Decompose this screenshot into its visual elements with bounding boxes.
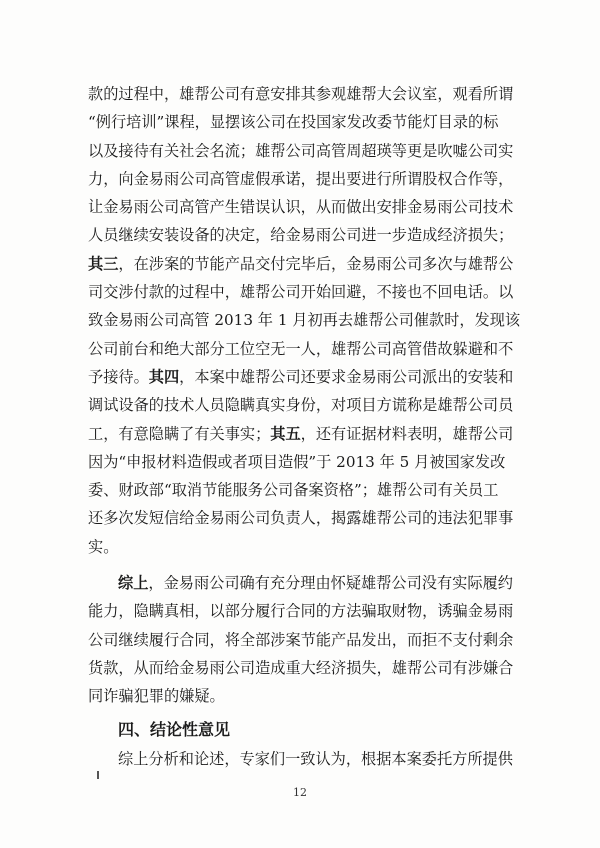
body-text (88, 80, 520, 773)
text-line: 致金易雨公司高管 2013 年 1 月初再去雄帮公司催款时，发现该 (88, 311, 520, 330)
point-label-5: 其五 (270, 424, 301, 443)
text-line: 同诈骗犯罪的嫌疑。 (88, 687, 225, 706)
paragraph-2 (88, 569, 520, 710)
text-line: 综上分析和论述，专家们一致认为，根据本案委托方所提供 (118, 749, 513, 768)
paragraph-1 (88, 80, 520, 561)
text-line: 力，向金易雨公司高管虚假承诺，提出要进行所谓股权合作等， (88, 169, 514, 188)
text-line: 公司继续履行合同，将全部涉案节能产品发出，而拒不支付剩余 (88, 630, 514, 649)
page-number: 12 (293, 786, 307, 799)
paragraph-gap (88, 561, 520, 569)
text-line: 实。 (88, 537, 119, 556)
text-line: 还多次发短信给金易雨公司负责人，揭露雄帮公司的违法犯罪事 (88, 509, 514, 528)
text-line: 公司前台和绝大部分工位空无一人，雄帮公司高管借故躲避和不 (88, 339, 514, 358)
text-run: 工，有意隐瞒了有关事实； (88, 424, 271, 443)
text-line: 司交涉付款的过程中，雄帮公司开始回避，不接也不回电话。以 (88, 283, 514, 302)
text-run: ，还有证据材料表明，雄帮公司 (300, 424, 514, 443)
point-label-4: 其四 (148, 367, 180, 386)
summary-label: 综上 (118, 574, 149, 593)
text-run: ，金易雨公司确有充分理由怀疑雄帮公司没有实际履约 (148, 574, 513, 593)
text-line: “例行培训”课程，显摆该公司在投国家发改委节能灯目录的标 (88, 113, 499, 132)
text-run: 予接待。 (88, 367, 149, 386)
text-line (88, 363, 520, 391)
text-line: 货款，从而给金易雨公司造成重大经济损失，雄帮公司有涉嫌合 (88, 658, 514, 677)
text-run: ，本案中雄帮公司还要求金易雨公司派出的安装和 (179, 367, 514, 386)
point-label-3: 其三 (88, 254, 119, 273)
text-line: 款的过程中，雄帮公司有意安排其参观雄帮大会议室，观看所谓 (88, 85, 514, 103)
text-line: 能力，隐瞒真相，以部分履行合同的方法骗取财物，诱骗金易雨 (88, 602, 514, 621)
text-line: 以及接待有关社会名流；雄帮公司高管周超瑛等更是吹嘘公司实 (88, 141, 514, 160)
text-line: 让金易雨公司高管产生错误认识，从而做出安排金易雨公司技术 (88, 198, 514, 217)
text-line: 因为“申报材料造假或者项目造假”于 2013 年 5 月被国家发改 (88, 452, 506, 471)
text-line: 调试设备的技术人员隐瞒真实身份，对项目方谎称是雄帮公司员 (88, 396, 514, 415)
scan-mark (97, 771, 99, 779)
text-line (88, 420, 520, 448)
text-line: 委、财政部“取消节能服务公司备案资格”；雄帮公司有关员工 (88, 481, 499, 500)
text-line (88, 569, 520, 597)
text-run: ，在涉案的节能产品交付完毕后，金易雨公司多次与雄帮公 (118, 254, 514, 273)
text-line (88, 250, 520, 278)
section-heading: 四、结论性意见 (118, 719, 231, 739)
text-line: 人员继续安装设备的决定，给金易雨公司进一步造成经济损失； (88, 226, 514, 245)
